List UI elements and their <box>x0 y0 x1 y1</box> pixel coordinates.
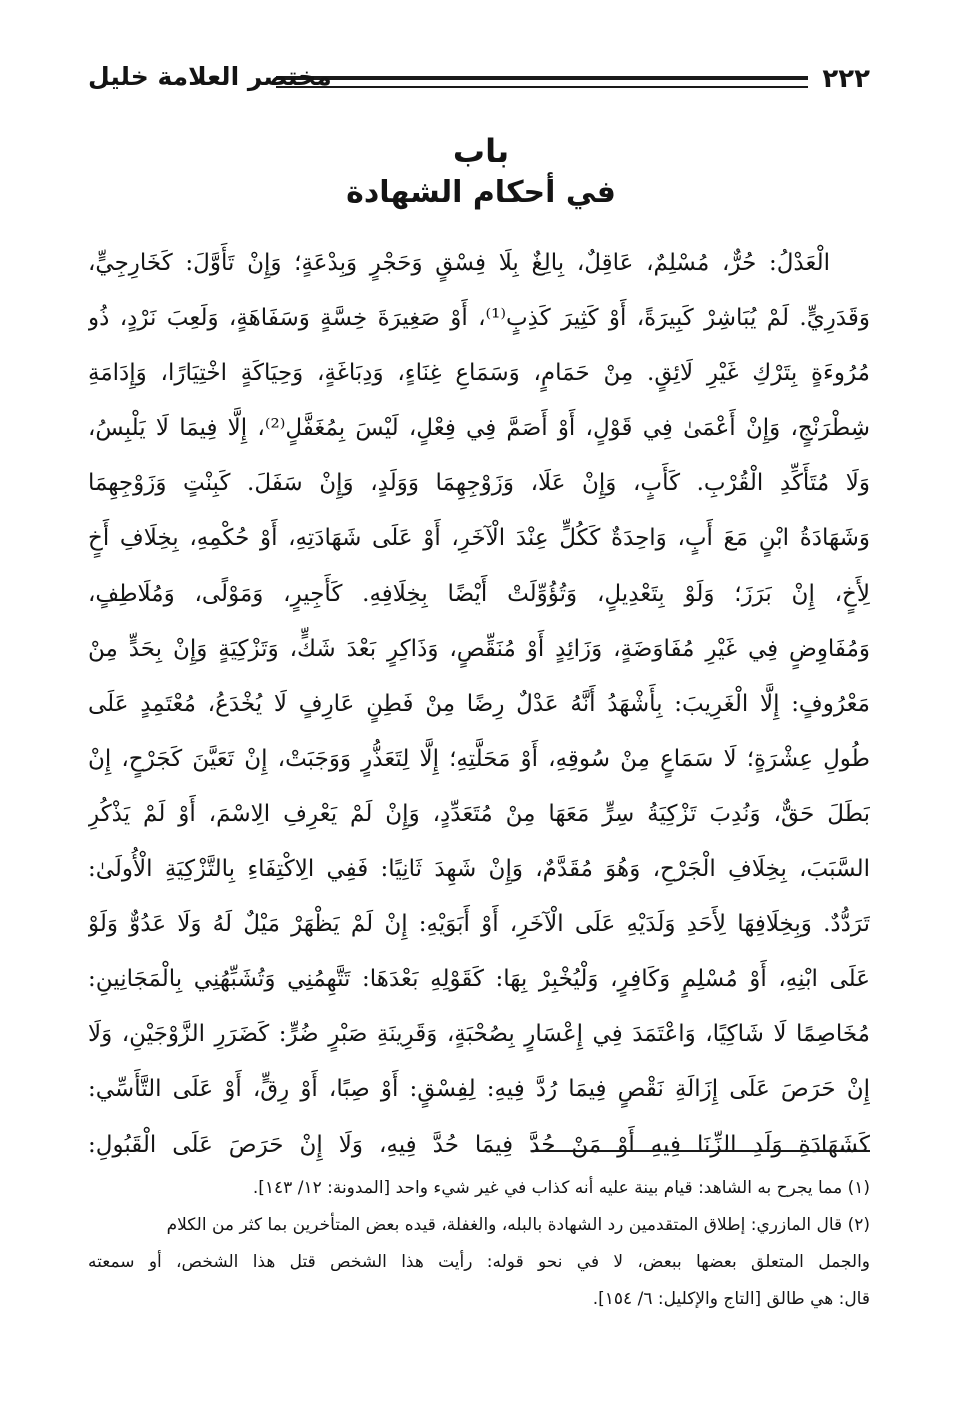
text-line: كَشَهَادَةِ وَلَدِ الزِّنَا فِيهِ أَوْ مَنْ حُدَّ فِيمَا حُدَّ فِيهِ، وَلَا إِنْ حَرَصَ عَلَى الْقَبُولِ: <box>88 1131 870 1158</box>
text-line: مُرُوءَةٍ بِتَرْكِ غَيْرِ لَائِقٍ. مِنْ حَمَامٍ، وَسَمَاعِ غِنَاءٍ، وَدِبَاغَةٍ، وَحِيَاكَةٍ اخْتِيَارًا، وَإِدَامَةِ <box>88 360 870 387</box>
page-number: ٢٢٢ <box>822 64 870 94</box>
body-text <box>88 236 870 1173</box>
text-line: طُولِ عِشْرَةٍ؛ لَا سَمَاعٍ مِنْ سُوقِهِ، أَوْ مَحَلَّتِهِ؛ إِلَّا لِتَعَذُّرٍ وَوَجَبَتْ، إِنْ تَعَيَّنَ كَجَرْحٍ، إِنْ <box>88 745 870 772</box>
footnote-2: (٢) قال المازري: إطلاق المتقدمين رد الشهادة بالبله، والغفلة، قيده بعض المتأخرين بما كثر من الكلام <box>166 1215 870 1235</box>
text-line: مُخَاصِمًا لَا شَاكِيًا، وَاعْتَمَدَ فِي إِعْسَارٍ بِصُحْبَةٍ، وَقَرِينَةِ صَبْرٍ ضُرٍّ: كَضَرَرِ الزَّوْجَيْنِ، وَلَا <box>88 1021 870 1048</box>
text-line: السَّبَبَ، بِخِلَافِ الْجَرْحِ، وَهُوَ مُقَدَّمٌ، وَإِنْ شَهِدَ ثَانِيًا: فَفِي الِاكْتِفَاءِ بِالتَّزْكِيَةِ الْأُولَىٰ: <box>88 856 870 883</box>
text-line: شِطْرَنْجٍ، وَإِنْ أَعْمَىٰ فِي قَوْلٍ، أَوْ أَصَمَّ فِي فِعْلٍ، لَيْسَ بِمُغَفَّلٍ⁽²⁾، إِلَّا فِيمَا لَا يَلْبِسُ، <box>88 415 870 442</box>
footnote-2-end: قال: هي طالق [التاج والإكليل: ٦/ ١٥٤]. <box>592 1289 870 1309</box>
text-line: الْعَدْلُ: حُرٌّ، مُسْلِمٌ، عَاقِلٌ، بِالِغٌ بِلَا فِسْقٍ وَحَجْرٍ وَبِدْعَةٍ؛ وَإِنْ تَأَوَّلَ: كَخَارِجِيٍّ، <box>88 250 830 276</box>
text-line: بَطَلَ حَقٌّ، وَنُدِبَ تَزْكِيَةُ سِرٍّ مَعَهَا مِنْ مُتَعَدِّدٍ، وَإِنْ لَمْ يَعْرِفِ الِاسْمَ، أَوْ لَمْ يَذْكُرِ <box>88 800 870 827</box>
book-title: مختصر العلامة خليل <box>88 62 332 91</box>
text-line: عَلَى ابْنِهِ، أَوْ مُسْلِمٍ وَكَافِرٍ، وَلْيُخْبِرْ بِهَا: كَقَوْلِهِ بَعْدَهَا: تَتَّهِمُنِي وَتُشَبِّهُنِي بِالْمَجَانِينِ: <box>88 966 870 993</box>
text-line: لِأَخٍ، إِنْ بَرَزَ؛ وَلَوْ بِتَعْدِيلٍ، وَتُؤُوِّلَتْ أَيْضًا بِخِلَافِهِ. كَأَجِيرٍ، وَمَوْلًى، وَمُلَاطِفٍ، <box>88 580 870 607</box>
text-line: مَعْرُوفٍ: إِلَّا الْغَرِيبَ: بِأَشْهَدُ أَنَّهُ عَدْلٌ رِضًا مِنْ فَطِنٍ عَارِفٍ لَا يُخْدَعُ، مُعْتَمِدٍ عَلَى <box>88 690 870 717</box>
footnote-2-continuation: والجمل المتعلق بعضها ببعض، لا في نحو قوله: رأيت هذا الشخص قتل هذا الشخص، أو سمعته <box>88 1252 870 1272</box>
running-header <box>88 60 870 100</box>
chapter-heading <box>0 130 962 214</box>
footnote-separator <box>532 1150 870 1152</box>
text-line: وَقَدَرِيٍّ. لَمْ يُبَاشِرْ كَبِيرَةً، أَوْ كَثِيرَ كَذِبٍ⁽¹⁾، أَوْ صَغِيرَةَ خِسَّةٍ وَسَفَاهَةٍ، وَلَعِبَ نَرْدٍ، ذُو <box>88 305 870 332</box>
text-line: إِنْ حَرَصَ عَلَى إِزَالَةِ نَقْصٍ فِيمَا رُدَّ فِيهِ: لِفِسْقٍ: أَوْ صِبًا، أَوْ رِقٍّ، أَوْ عَلَى التَّأَسِّي: <box>88 1076 870 1103</box>
footnotes <box>88 1170 870 1318</box>
text-line: وَشَهَادَةُ ابْنٍ مَعَ أَبٍ، وَاحِدَةٌ كَكُلٍّ عِنْدَ الْآخَرِ، أَوْ عَلَى شَهَادَتِهِ، أَوْ حُكْمِهِ، بِخِلَافِ أَخٍ <box>88 525 870 552</box>
text-line: وَلَا مُتَأَكِّدِ الْقُرْبِ. كَأَبٍ، وَإِنْ عَلَا، وَزَوْجِهِمَا وَوَلَدٍ، وَإِنْ سَفَلَ. كَبِنْتٍ وَزَوْجِهِمَا <box>88 470 870 497</box>
text-line: تَرَدُّدٌ. وَبِخِلَافِهَا لِأَحَدِ وَلَدَيْهِ عَلَى الْآخَرِ، أَوْ أَبَوَيْهِ: إِنْ لَمْ يَظْهَرْ مَيْلٌ لَهُ وَلَا عَدُوٌّ وَلَوْ <box>88 911 870 938</box>
chapter-label: باب <box>452 132 510 170</box>
header-rule <box>276 76 808 88</box>
chapter-title: في أحكام الشهادة <box>346 175 616 210</box>
footnote-1: (١) مما يجرح به الشاهد: قيام بينة عليه أنه كذاب في غير شيء واحد [المدونة: ١٢/ ١٤٣]. <box>252 1178 870 1198</box>
text-line: وَمُفَاوِضٍ فِي غَيْرِ مُفَاوَضَةٍ، وَزَائِدٍ أَوْ مُنَقِّصٍ، وَذَاكِرٍ بَعْدَ شَكٍّ، وَتَزْكِيَةٍ وَإِنْ بِحَدٍّ مِنْ <box>88 635 870 662</box>
